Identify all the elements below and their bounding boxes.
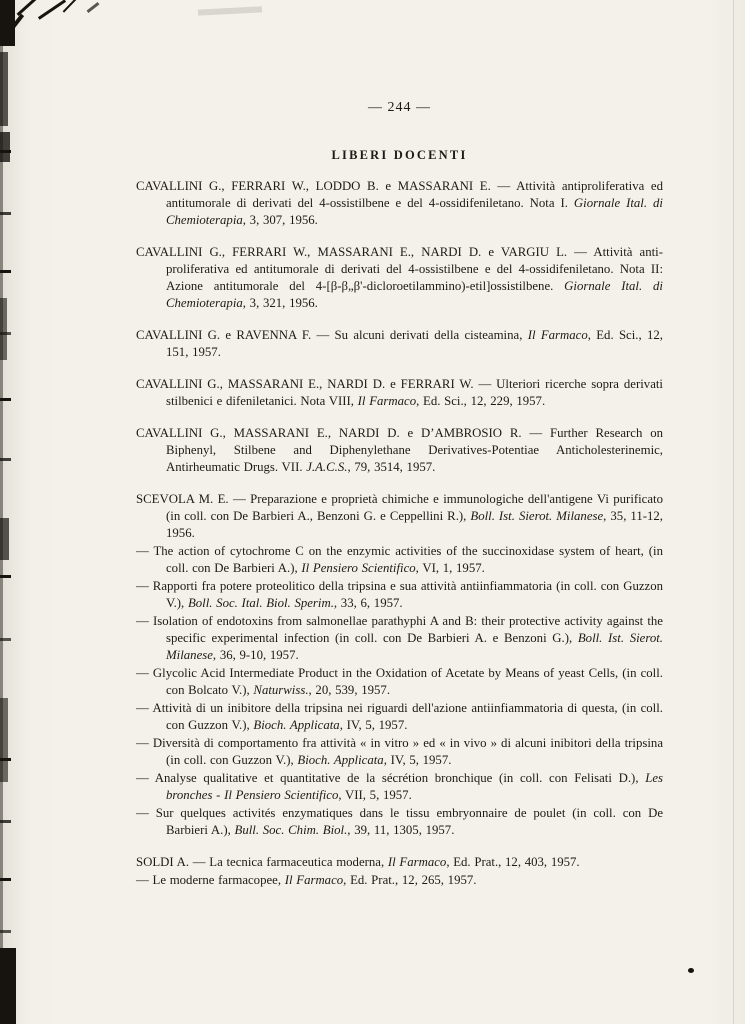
entry-text: — Analyse qualitative et quantitative de la sécrétion bronchique (in coll. con Felisati D.), [136, 771, 646, 785]
entry-text: , Ed. Sci., 12, 151, 1957. [166, 328, 663, 359]
scan-artifact [0, 298, 7, 360]
scan-artifact [0, 0, 15, 46]
scan-artifact [0, 638, 11, 641]
journal-name: Bioch. Applicata [297, 753, 384, 767]
scan-artifact [0, 52, 8, 126]
entry-text: — Rapporti fra potere proteolitico della tripsina e sua attività antiinfiammatoria (in coll. con Guzzon V.), [136, 579, 663, 610]
binding-edge-shadow [0, 0, 3, 1024]
bib-entry [136, 665, 663, 699]
journal-name: Il Farmaco [527, 328, 588, 342]
entry-text: , 33, 6, 1957. [333, 596, 403, 610]
scan-artifact [0, 698, 8, 782]
entry-text: — Glycolic Acid Intermediate Product in the Oxidation of Acetate by Means of yeast Cells, (in coll. con Bolcato V.), [136, 666, 663, 697]
page-crease-line [733, 0, 734, 1024]
bib-entry [136, 700, 663, 734]
scan-artifact [63, 0, 80, 13]
scan-artifact [0, 575, 11, 578]
entry-text: , 36, 9-10, 1957. [212, 648, 299, 662]
bib-entry [136, 327, 663, 361]
scan-artifact [0, 758, 11, 761]
bib-entry [136, 178, 663, 229]
bib-entry [136, 872, 663, 889]
journal-name: Il Farmaco [357, 394, 417, 408]
bib-entry [136, 491, 663, 542]
scan-artifact [0, 150, 11, 153]
entry-text: — Le moderne farmacopee, [136, 873, 285, 887]
page-content [136, 100, 663, 889]
entry-text: , Ed. Sci., 12, 229, 1957. [416, 394, 546, 408]
bib-entry [136, 425, 663, 476]
scan-artifact [0, 132, 10, 162]
bibliography [136, 178, 663, 889]
scan-artifact [0, 948, 16, 1024]
scan-artifact [10, 14, 24, 31]
bib-entry [136, 543, 663, 577]
entry-text: , VII, 5, 1957. [338, 788, 412, 802]
journal-name: Il Farmaco [284, 873, 344, 887]
entry-text: CAVALLINI G., FERRARI W., MASSARANI E., NARDI D. e VARGIU L. — Attività antiproliferativa ed antitumorale di derivati del 4-ossistilbene e del 4-ossidifeniletano. Nota II: Azione antitumorale del 4-[β-β„β'-dicloroetilammino)-etil]ossistilbene. [136, 245, 663, 293]
entry-text: — The action of cytochrome C on the enzymic activities of the succinoxidase system of heart, (in coll. con De Barbieri A.), [136, 544, 663, 575]
bib-entry [136, 854, 663, 871]
entry-text: — Sur quelques activités enzymatiques dans le tissu embryonnaire de poulet (in coll. con De Barbieri A.), [136, 806, 663, 837]
bib-entry [136, 578, 663, 612]
entry-text: CAVALLINI G., MASSARANI E., NARDI D. e FERRARI W. — Ulteriori ricerche sopra derivati stilbenici e difeniletanici. Nota VIII, [136, 377, 663, 408]
scan-artifact [0, 270, 11, 273]
journal-name: Il Pensiero Scientifico [301, 561, 416, 575]
journal-name: J.A.C.S. [306, 460, 348, 474]
journal-name: Boll. Soc. Ital. Biol. Sperim. [187, 596, 334, 610]
entry-text: CAVALLINI G. e RAVENNA F. — Su alcuni derivati della cisteamina, [136, 328, 528, 342]
journal-name: Bull. Soc. Chim. Biol. [234, 823, 348, 837]
bib-entry [136, 735, 663, 769]
journal-name: Boll. Ist. Sierot. Milanese [470, 509, 604, 523]
entry-text: SCEVOLA M. E. — Preparazione e proprietà chimiche e immunologiche dell'antigene Vi purificato (in coll. con De Barbieri A., Benzoni G. e Ceppellini R.), [136, 492, 663, 523]
scan-artifact [17, 0, 40, 16]
entry-text: , 79, 3514, 1957. [347, 460, 436, 474]
journal-name: Il Farmaco [387, 855, 447, 869]
journal-name: Giornale Ital. di Chemioterapia [166, 279, 663, 310]
scan-artifact [0, 820, 11, 823]
entry-text: — Isolation of endotoxins from salmonellae parathyphi A and B: their protective activity against the specific experimental infection (in coll. con De Barbieri A. e Benzoni G.), [136, 614, 663, 645]
entry-text: — Attività di un inibitore della tripsina nei riguardi dell'azione antiinfiammatoria di questa, (in coll. con Guzzon V.), [136, 701, 663, 732]
journal-name: Boll. Ist. Sierot. Milanese [166, 631, 663, 662]
section-heading: LIBERI DOCENTI [331, 148, 468, 162]
entry-text: , 39, 11, 1305, 1957. [347, 823, 455, 837]
entry-text: , IV, 5, 1957. [383, 753, 452, 767]
entry-text: , IV, 5, 1957. [339, 718, 408, 732]
scan-artifact [0, 878, 11, 881]
bib-entry [136, 770, 663, 804]
entry-text: , 3, 321, 1956. [242, 296, 318, 310]
scan-artifact [0, 332, 11, 335]
bib-entry [136, 376, 663, 410]
entry-text: CAVALLINI G., FERRARI W., LODDO B. e MASSARANI E. — Attività antiproliferativa ed antitumorale di derivati del 4-ossistilbene e del 4-ossidifeniletano. Nota I. [136, 179, 663, 210]
entry-text: SOLDI A. — La tecnica farmaceutica moderna, [136, 855, 388, 869]
entry-text: , 3, 307, 1956. [242, 213, 318, 227]
scan-artifact [38, 0, 66, 20]
scan-artifact [688, 968, 694, 973]
journal-name: Les bronches - Il Pensiero Scientifico [166, 771, 663, 802]
scan-artifact [0, 212, 11, 215]
entry-text: , Ed. Prat., 12, 265, 1957. [343, 873, 477, 887]
scan-artifact [0, 518, 9, 560]
journal-name: Naturwiss. [253, 683, 309, 697]
journal-name: Giornale Ital. di Chemioterapia [166, 196, 663, 227]
bib-entry [136, 244, 663, 312]
journal-name: Bioch. Applicata [253, 718, 340, 732]
entry-text: CAVALLINI G., MASSARANI E., NARDI D. e D’AMBROSIO R. — Further Research on Biphenyl, Stilbene and Diphenylethane Derivatives-Potentiae Anticholesterinemic, Antirheumatic Drugs. VII. [136, 426, 663, 474]
bib-entry [136, 613, 663, 664]
bib-entry [136, 805, 663, 839]
entry-text: , 35, 11-12, 1956. [166, 509, 663, 540]
scan-artifact [0, 398, 11, 401]
page-number: — 244 — [368, 100, 431, 115]
scan-artifact [87, 2, 100, 13]
scan-artifact [0, 458, 11, 461]
entry-text: , Ed. Prat., 12, 403, 1957. [446, 855, 580, 869]
entry-text: — Diversità di comportamento fra attività « in vitro » ed « in vivo » di alcuni inibitori della tripsina (in coll. con Guzzon V.), [136, 736, 663, 767]
entry-text: , 20, 539, 1957. [308, 683, 391, 697]
entry-text: , VI, 1, 1957. [415, 561, 485, 575]
scan-artifact [198, 6, 262, 15]
scan-artifact [0, 930, 11, 933]
